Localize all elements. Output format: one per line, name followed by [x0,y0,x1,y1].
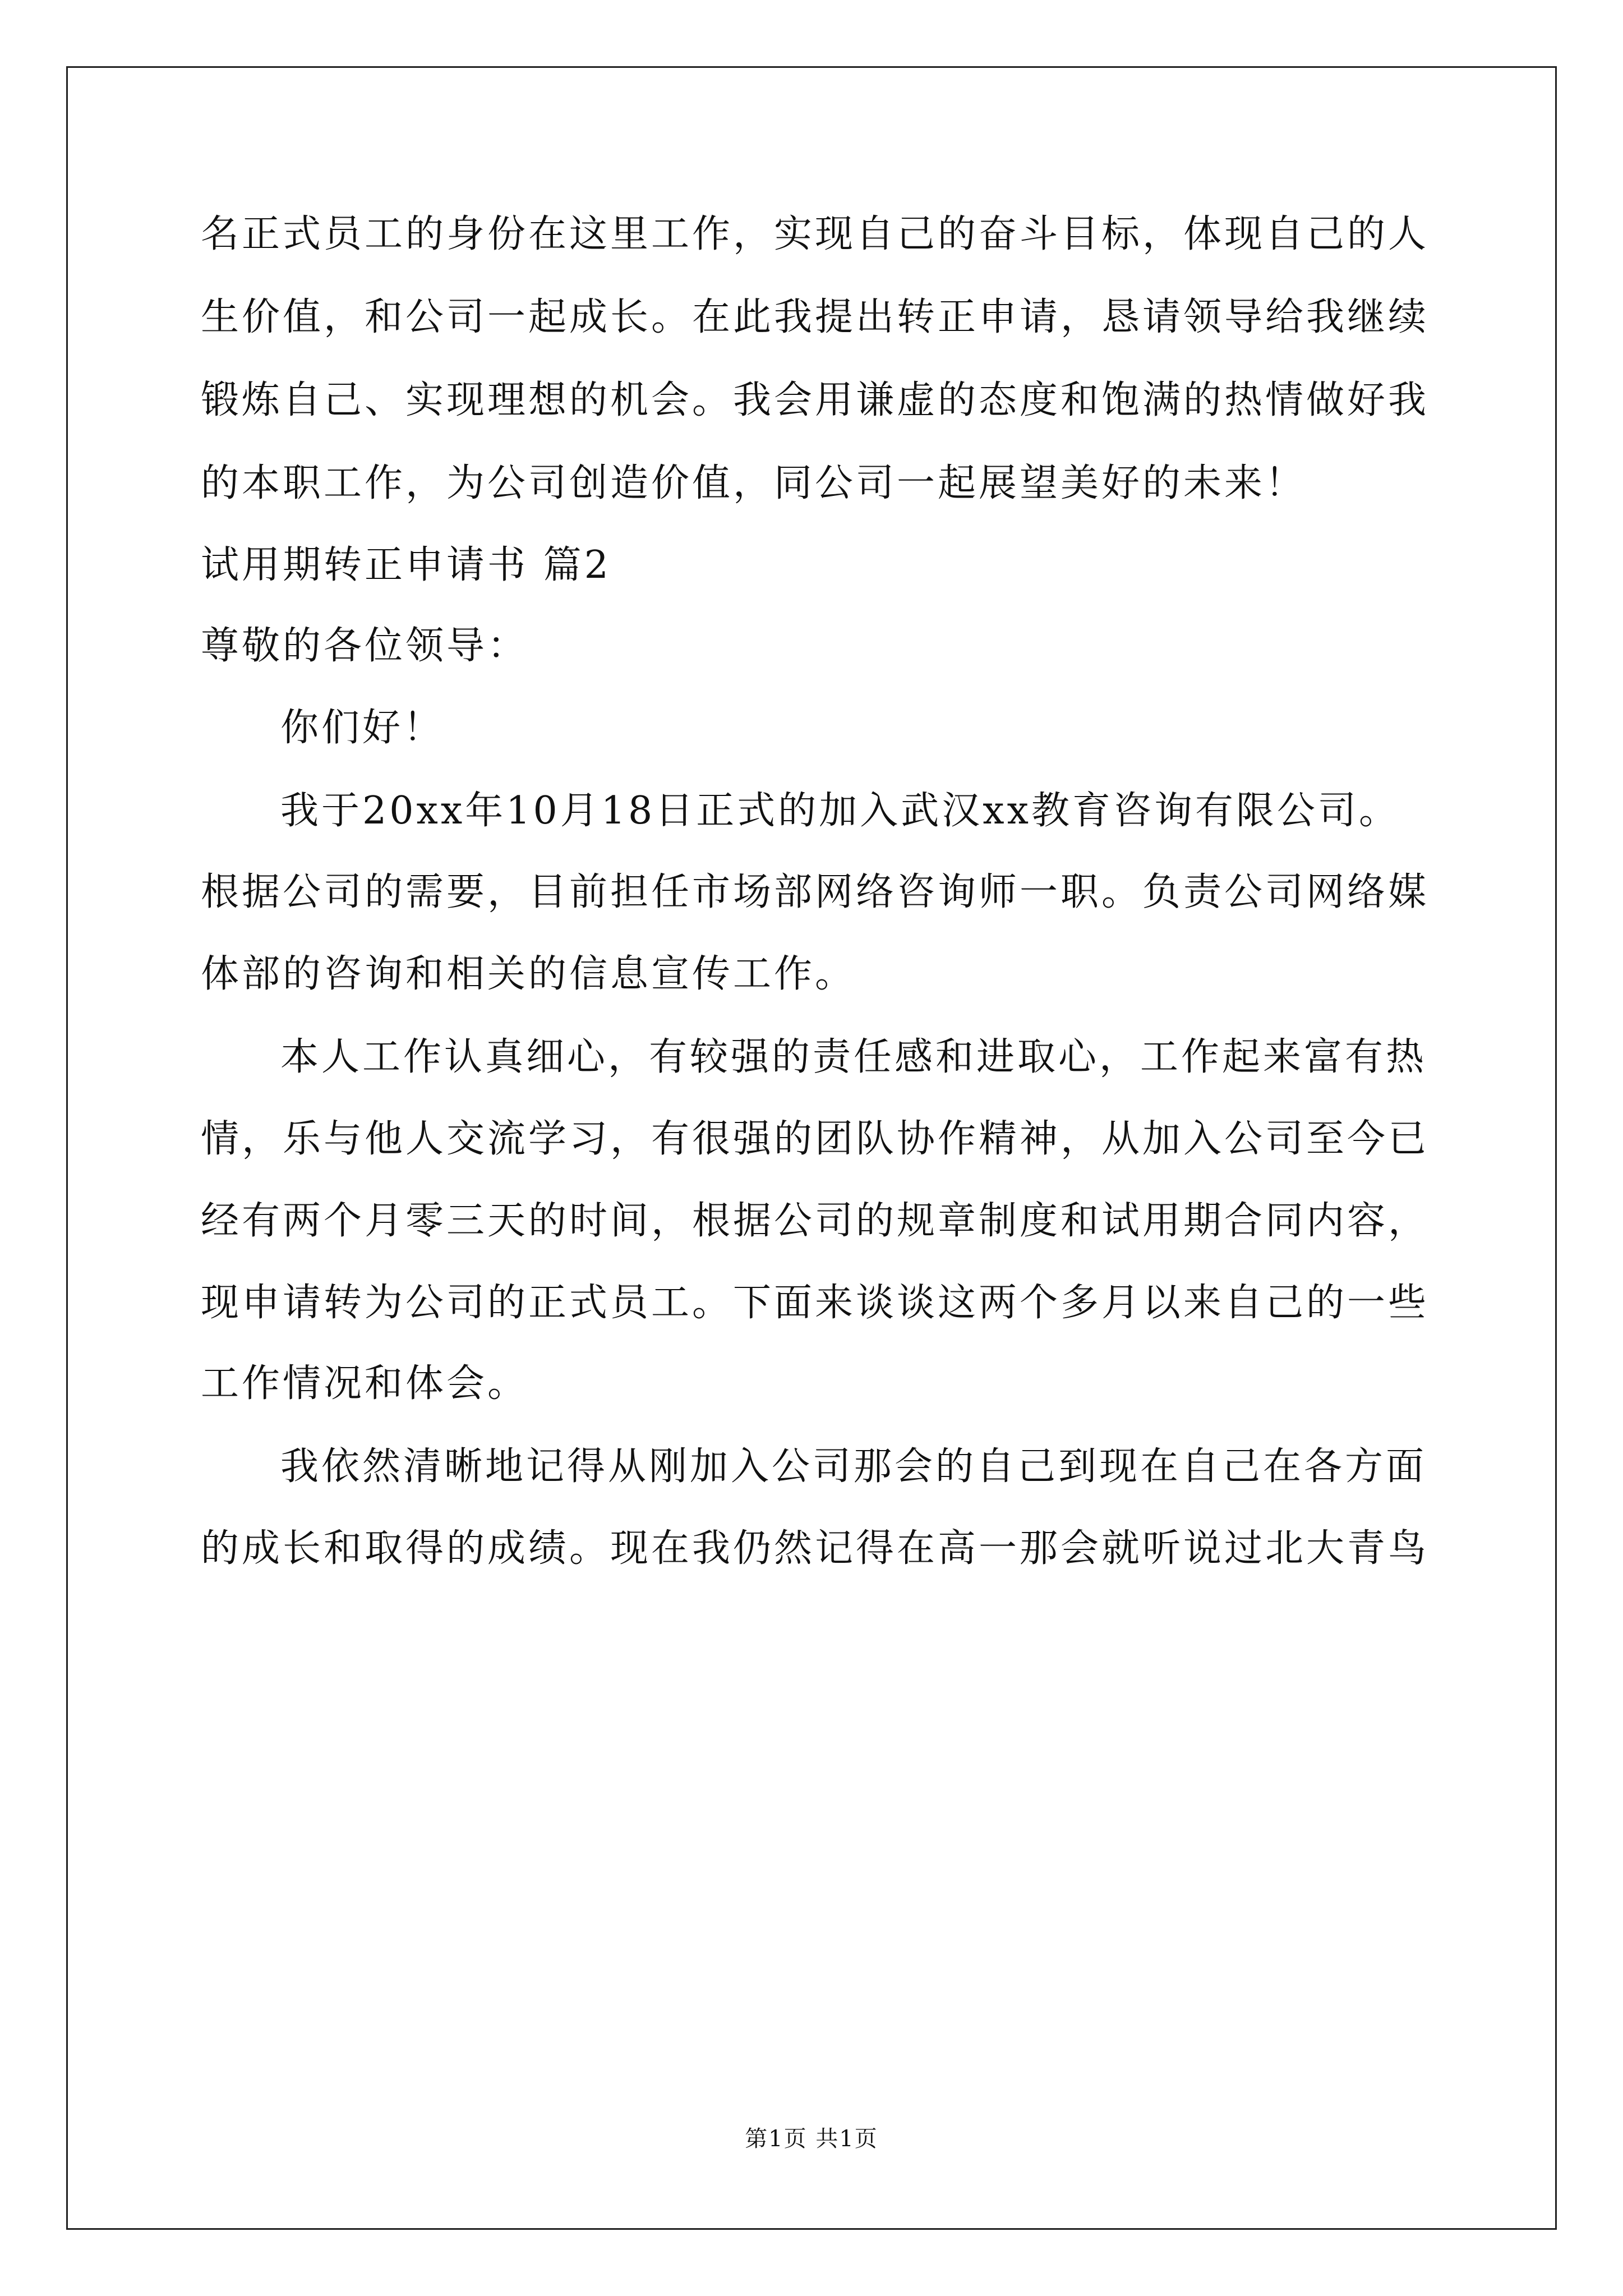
body-line: 锻炼自己、实现理想的机会。我会用谦虚的态度和饱满的热情做好我 [201,378,1430,422]
salutation: 尊敬的各位领导： [201,624,529,668]
body-line: 根据公司的需要，目前担任市场部网络咨询师一职。负责公司网络媒 [201,870,1430,914]
body-line: 情，乐与他人交流学习，有很强的团队协作精神，从加入公司至今已 [201,1117,1430,1161]
body-line: 我于20xx年10月18日正式的加入武汉xx教育咨询有限公司。 [280,789,1400,833]
body-line: 的成长和取得的成绩。现在我仍然记得在高一那会就听说过北大青鸟 [201,1526,1430,1571]
body-line: 现申请转为公司的正式员工。下面来谈谈这两个多月以来自己的一些 [201,1281,1430,1325]
body-line: 生价值，和公司一起成长。在此我提出转正申请，恳请领导给我继续 [201,295,1430,339]
greeting: 你们好！ [280,706,445,750]
body-line: 经有两个月零三天的时间，根据公司的规章制度和试用期合同内容， [201,1199,1430,1243]
body-line: 我依然清晰地记得从刚加入公司那会的自己到现在自己在各方面 [280,1444,1427,1489]
body-line: 本人工作认真细心，有较强的责任感和进取心，工作起来富有热 [280,1035,1427,1079]
page-number: 第1页 共1页 [745,2126,878,2152]
body-line: 体部的咨询和相关的信息宣传工作。 [201,952,856,996]
section-heading: 试用期转正申请书 篇2 [201,543,611,587]
body-line: 名正式员工的身份在这里工作，实现自己的奋斗目标，体现自己的人 [201,212,1430,256]
body-line: 的本职工作，为公司创造价值，同公司一起展望美好的未来！ [201,461,1307,505]
body-line: 工作情况和体会。 [201,1361,529,1406]
